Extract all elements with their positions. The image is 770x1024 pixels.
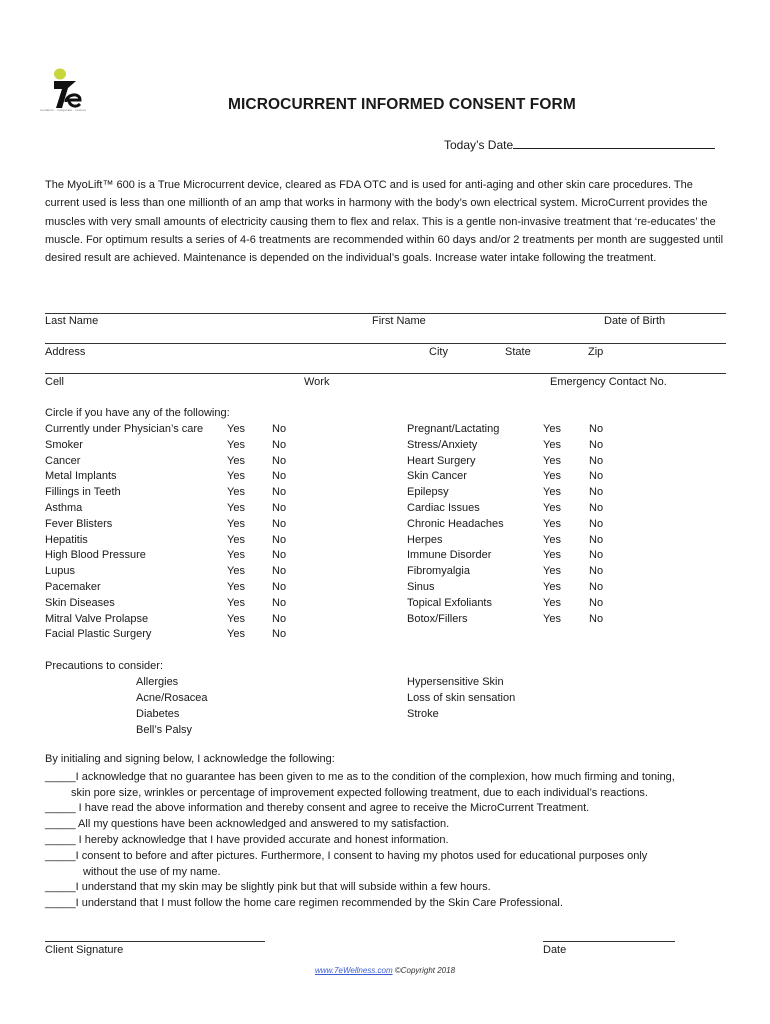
logo-tagline: revitalize · invigorate · restore [40, 108, 87, 112]
yes-option[interactable]: Yes [227, 596, 245, 609]
condition-label: Smoker [45, 438, 83, 451]
city-label: City [429, 346, 448, 358]
condition-label: Currently under Physician’s care [45, 423, 204, 435]
condition-label: Pregnant/Lactating [407, 423, 500, 435]
acknowledgement-item[interactable] [45, 817, 745, 833]
yes-option[interactable]: Yes [227, 438, 245, 451]
acknowledgement-continuation: without the use of my name. [83, 865, 221, 878]
todays-date-field[interactable] [444, 137, 715, 152]
condition-label: Pacemaker [45, 581, 101, 593]
yes-option[interactable]: Yes [227, 549, 245, 562]
condition-label: Cardiac Issues [407, 502, 480, 514]
yes-option[interactable]: Yes [543, 454, 561, 467]
copyright-text: ©Copyright 2018 [394, 966, 456, 975]
condition-label: Epilepsy [407, 486, 449, 499]
precautions-heading: Precautions to consider: [45, 660, 164, 672]
no-option[interactable]: No [272, 533, 287, 546]
condition-label: Lupus [45, 565, 75, 578]
no-option[interactable]: No [589, 533, 604, 546]
condition-label: Botox/Fillers [407, 612, 468, 625]
acknowledgement-item[interactable] [45, 770, 745, 801]
yes-option[interactable]: Yes [227, 612, 245, 625]
condition-row [0, 518, 770, 533]
condition-row [0, 534, 770, 549]
no-option[interactable]: No [589, 502, 604, 514]
condition-row [0, 423, 770, 438]
condition-row [0, 470, 770, 485]
condition-row [0, 565, 770, 580]
yes-option[interactable]: Yes [543, 517, 561, 530]
acknowledgement-text: _____I understand that my skin may be slightly pink but that will subside within a few hours. [45, 881, 491, 893]
yes-option[interactable]: Yes [227, 486, 245, 499]
no-option[interactable]: No [589, 565, 604, 578]
condition-row [0, 549, 770, 564]
yes-option[interactable]: Yes [227, 454, 245, 467]
yes-option[interactable]: Yes [227, 423, 245, 435]
conditions-heading: Circle if you have any of the following: [45, 407, 230, 419]
acknowledgement-text: _____ I hereby acknowledge that I have provided accurate and honest information. [45, 834, 449, 846]
intro-paragraph: The MyoLift™ 600 is a True Microcurrent device, cleared as FDA OTC and is used for anti-aging and other skin care procedures. The current used is less than one millionth of an amp that works in harmony with the body’s own electrical system. MicroCurrent provides the muscles with very small amounts of electricity causing them to flex and relax. This is a gentle non-invasive treatment that ‘re-educates’ the muscle. For optimum results a series of 4-6 treatments are recommended within 60 days and/or 2 treatments per month are suggested until desired result are achieved. Maintenance is depended on the individual’s goals. Increase water intake following the treatment. [45, 179, 724, 265]
footer [0, 966, 770, 975]
no-option[interactable]: No [272, 581, 287, 593]
yes-option[interactable]: Yes [227, 581, 245, 593]
address-line[interactable] [45, 343, 726, 344]
condition-row [0, 613, 770, 628]
condition-row [0, 455, 770, 470]
no-option[interactable]: No [272, 549, 287, 562]
condition-label: Fibromyalgia [407, 565, 470, 578]
condition-row [0, 581, 770, 596]
condition-label: Sinus [407, 581, 435, 593]
yes-option[interactable]: Yes [227, 517, 245, 530]
condition-label: Heart Surgery [407, 454, 476, 467]
acknowledgement-intro: By initialing and signing below, I acknowledge the following: [45, 753, 335, 765]
condition-label: Facial Plastic Surgery [45, 628, 152, 641]
signature-date-line[interactable] [543, 941, 675, 942]
client-signature-line[interactable] [45, 941, 265, 942]
condition-label: Metal Implants [45, 470, 117, 483]
yes-option[interactable]: Yes [227, 502, 245, 514]
acknowledgement-text: _____ All my questions have been acknowledged and answered to my satisfaction. [45, 818, 450, 830]
yes-option[interactable]: Yes [227, 533, 245, 546]
condition-label: High Blood Pressure [45, 549, 146, 562]
yes-option[interactable]: Yes [543, 533, 561, 546]
no-option[interactable]: No [589, 581, 604, 593]
yes-option[interactable]: Yes [543, 612, 561, 625]
acknowledgement-text: _____ I have read the above information and thereby consent and agree to receive the MicroCurrent Treatment. [45, 802, 590, 814]
precaution-item: Hypersensitive Skin [407, 676, 504, 688]
no-option[interactable]: No [272, 628, 287, 641]
acknowledgement-text: _____I acknowledge that no guarantee has been given to me as to the condition of the complexion, how much firming and toning, [45, 771, 675, 783]
todays-date-blank[interactable] [513, 137, 715, 149]
client-signature-label: Client Signature [45, 944, 124, 956]
first-name-label: First Name [372, 315, 426, 327]
condition-label: Stress/Anxiety [407, 438, 478, 451]
acknowledgement-item[interactable] [45, 801, 745, 817]
yes-option[interactable]: Yes [543, 565, 561, 578]
condition-label: Herpes [407, 533, 443, 546]
yes-option[interactable]: Yes [543, 549, 561, 562]
no-option[interactable]: No [589, 470, 604, 483]
no-option[interactable]: No [272, 470, 287, 483]
last-name-label: Last Name [45, 315, 99, 327]
no-option[interactable]: No [272, 438, 287, 451]
condition-label: Topical Exfoliants [407, 596, 492, 609]
cell-label: Cell [45, 376, 64, 388]
no-option[interactable]: No [589, 423, 604, 435]
yes-option[interactable]: Yes [543, 470, 561, 483]
no-option[interactable]: No [272, 517, 287, 530]
precaution-item: Stroke [407, 708, 439, 720]
no-option[interactable]: No [272, 502, 287, 514]
condition-label: Cancer [45, 454, 81, 467]
condition-label: Immune Disorder [407, 549, 492, 562]
todays-date-label: Today’s Date [444, 138, 514, 152]
address-label: Address [45, 346, 86, 358]
no-option[interactable]: No [272, 486, 287, 499]
signature-date-label: Date [543, 944, 567, 956]
precaution-item: Allergies [136, 676, 179, 688]
no-option[interactable]: No [589, 486, 604, 499]
precaution-item: Bell’s Palsy [136, 724, 193, 736]
condition-label: Fever Blisters [45, 517, 113, 530]
condition-label: Hepatitis [45, 533, 88, 546]
no-option[interactable]: No [272, 612, 287, 625]
emergency-contact-label: Emergency Contact No. [550, 376, 667, 388]
condition-label: Mitral Valve Prolapse [45, 612, 149, 625]
condition-label: Fillings in Teeth [45, 486, 121, 499]
yes-option[interactable]: Yes [543, 423, 561, 435]
no-option[interactable]: No [272, 596, 287, 609]
acknowledgement-item[interactable] [45, 896, 745, 912]
no-option[interactable]: No [589, 517, 604, 530]
yes-option[interactable]: Yes [227, 628, 245, 641]
acknowledgement-text: _____I understand that I must follow the home care regimen recommended by the Skin Care Professional. [45, 897, 563, 909]
condition-row [0, 502, 770, 517]
acknowledgement-item[interactable] [45, 880, 745, 896]
condition-row [0, 628, 770, 643]
precaution-item: Loss of skin sensation [407, 692, 516, 704]
condition-label: Asthma [45, 502, 83, 514]
yes-option[interactable]: Yes [543, 596, 561, 609]
website-link[interactable]: www.7eWellness.com [314, 966, 393, 975]
phone-line[interactable] [45, 373, 726, 374]
condition-label: Chronic Headaches [407, 517, 504, 530]
acknowledgement-item[interactable] [45, 833, 745, 849]
yes-option[interactable]: Yes [543, 502, 561, 514]
condition-row [0, 439, 770, 454]
precaution-item: Acne/Rosacea [136, 692, 208, 704]
zip-label: Zip [588, 346, 604, 358]
name-line[interactable] [45, 313, 726, 314]
yes-option[interactable]: Yes [543, 581, 561, 593]
acknowledgement-continuation: skin pore size, wrinkles or percentage of improvement expected following treatment, due to each individual’s reactions. [71, 786, 648, 799]
yes-option[interactable]: Yes [543, 486, 561, 499]
condition-row [0, 597, 770, 612]
page-title: MICROCURRENT INFORMED CONSENT FORM [228, 96, 576, 113]
dob-label: Date of Birth [604, 315, 666, 327]
condition-row [0, 486, 770, 501]
yes-option[interactable]: Yes [227, 565, 245, 578]
yes-option[interactable]: Yes [543, 438, 561, 451]
no-option[interactable]: No [589, 612, 604, 625]
no-option[interactable]: No [272, 423, 287, 435]
condition-label: Skin Cancer [407, 470, 467, 483]
no-option[interactable]: No [589, 438, 604, 451]
no-option[interactable]: No [589, 596, 604, 609]
no-option[interactable]: No [272, 565, 287, 578]
no-option[interactable]: No [272, 454, 287, 467]
state-label: State [505, 346, 531, 358]
work-label: Work [304, 376, 330, 388]
condition-label: Skin Diseases [45, 596, 115, 609]
yes-option[interactable]: Yes [227, 470, 245, 483]
precaution-item: Diabetes [136, 708, 180, 720]
no-option[interactable]: No [589, 549, 604, 562]
acknowledgement-text: _____I consent to before and after pictures. Furthermore, I consent to having my photos used for educational purposes only [45, 850, 648, 862]
no-option[interactable]: No [589, 454, 604, 467]
acknowledgement-item[interactable] [45, 849, 745, 880]
